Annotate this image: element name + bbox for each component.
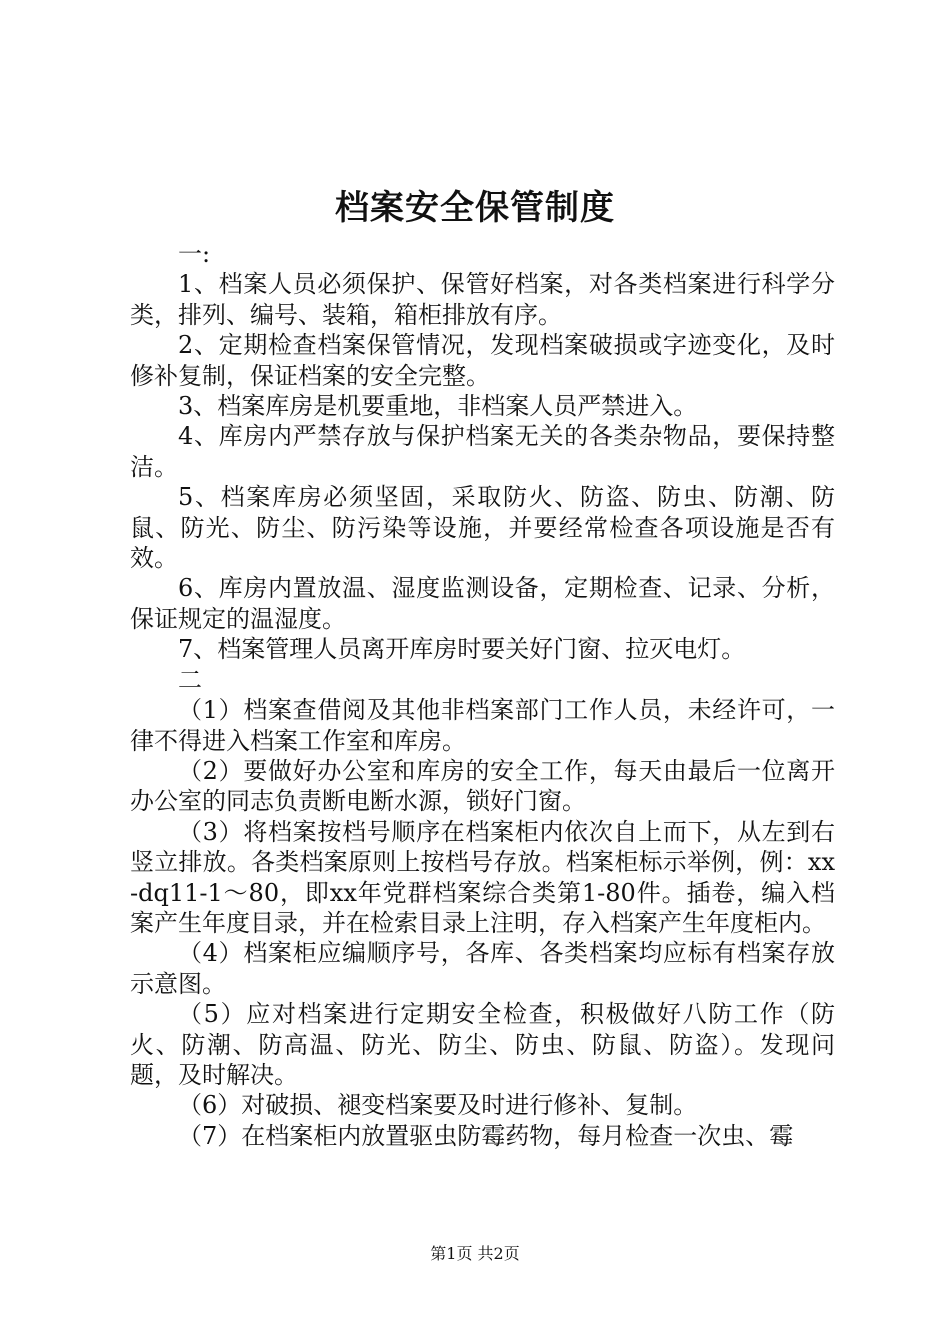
paragraph: （2）要做好办公室和库房的安全工作，每天由最后一位离开办公室的同志负责断电断水源，锁好门窗。 <box>130 756 835 816</box>
document-title: 档案安全保管制度 <box>335 188 615 228</box>
paragraph: 2、定期检查档案保管情况，发现档案破损或字迹变化，及时修补复制，保证档案的安全完整。 <box>130 331 835 390</box>
section-heading-two: 二 <box>178 665 202 694</box>
section-heading-one: 一: <box>178 240 211 268</box>
document-body <box>130 239 835 1151</box>
paragraph: （1）档案查借阅及其他非档案部门工作人员，未经许可，一律不得进入档案工作室和库房。 <box>130 696 835 755</box>
paragraph: 5、档案库房必须坚固，采取防火、防盗、防虫、防潮、防鼠、防光、防尘、防污染等设施，并要经常检查各项设施是否有效。 <box>130 483 835 573</box>
paragraph: （7）在档案柜内放置驱虫防霉药物，每月检查一次虫、霉 <box>178 1121 794 1150</box>
paragraph: 3、档案库房是机要重地，非档案人员严禁进入。 <box>178 392 698 421</box>
paragraph: 1、档案人员必须保护、保管好档案，对各类档案进行科学分类，排列、编号、装箱，箱柜排放有序。 <box>130 270 835 329</box>
paragraph: 4、库房内严禁存放与保护档案无关的各类杂物品，要保持整洁。 <box>130 422 835 481</box>
paragraph: （6）对破损、褪变档案要及时进行修补、复制。 <box>178 1091 698 1120</box>
paragraph: （3）将档案按档号顺序在档案柜内依次自上而下，从左到右竖立排放。各类档案原则上按档号存放。档案柜标示举例，例：xx-dq11-1～80，即xx年党群档案综合类第1-80件。插卷，编入档案产生年度目录，并在检索目录上注明，存入档案产生年度柜内。 <box>130 817 835 937</box>
page-footer: 第1页 共2页 <box>430 1244 520 1263</box>
paragraph: 7、档案管理人员离开库房时要关好门窗、拉灭电灯。 <box>178 635 746 664</box>
paragraph: （5）应对档案进行定期安全检查，积极做好八防工作（防火、防潮、防高温、防光、防尘、防虫、防鼠、防盗）。发现问题，及时解决。 <box>130 1000 835 1089</box>
paragraph: 6、库房内置放温、湿度监测设备，定期检查、记录、分析，保证规定的温湿度。 <box>130 574 835 633</box>
paragraph: （4）档案柜应编顺序号，各库、各类档案均应标有档案存放示意图。 <box>130 939 835 998</box>
